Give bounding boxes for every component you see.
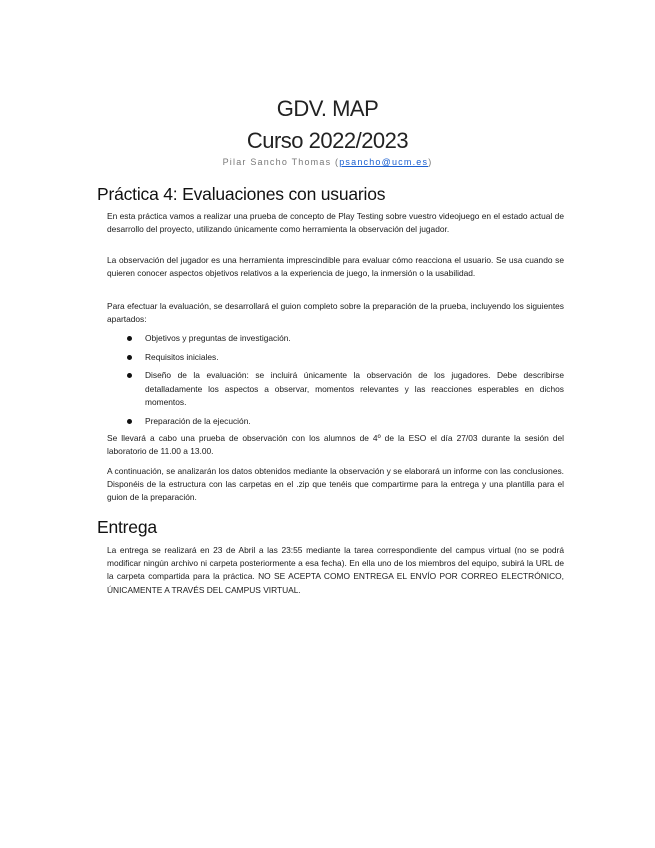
document-title-line2: Curso 2022/2023 xyxy=(246,128,409,153)
list-item xyxy=(107,332,564,345)
author-name: Pilar Sancho Thomas xyxy=(222,157,332,167)
practica-paragraph-4: Se llevará a cabo una prueba de observación con los alumnos de 4º de la ESO el día 27/03 durante la sesión del laboratorio de 11.00 a 13.00. xyxy=(107,433,564,457)
list-item xyxy=(107,351,564,364)
practica-paragraph-5: A continuación, se analizarán los datos obtenidos mediante la observación y se elaborará un informe con las conclusiones. Disponéis de la estructura con las carpetas en el .zip que tenéis que compartirme para la entrega y una plantilla para el guion de la preparación. xyxy=(107,466,564,503)
entrega-paragraph: La entrega se realizará en 23 de Abril a las 23:55 mediante la tarea correspondiente del campus virtual (no se podrá modificar ningún archivo ni carpeta posteriormente a esa fecha). En ella uno de los miembros del equipo, subirá la URL de la carpeta compartida para la práctica. NO SE ACEPTA COMO ENTREGA EL ENVÍO POR CORREO ELECTRÓNICO, ÚNICAMENTE A TRAVÉS DEL CAMPUS VIRTUAL. xyxy=(107,545,564,595)
list-item-text: Requisitos iniciales. xyxy=(145,351,219,362)
practica-paragraph-3: Para efectuar la evaluación, se desarrollará el guion completo sobre la preparación de la prueba, incluyendo los siguientes apartados: xyxy=(107,301,564,325)
author-paren-close: ) xyxy=(428,157,433,167)
document-title-line1: GDV. MAP xyxy=(276,96,379,121)
list-item-text: Diseño de la evaluación: se incluirá únicamente la observación de los jugadores. Debe describirse detalladamente los aspectos a observar, momentos relevantes y las reacciones esperables en dichos momentos. xyxy=(145,370,564,407)
practica-paragraph-1: En esta práctica vamos a realizar una prueba de concepto de Play Testing sobre vuestro videojuego en el estado actual de desarrollo del proyecto, utilizando únicamente como herramienta la observación del jugador. xyxy=(107,211,564,235)
bullet-icon xyxy=(127,419,132,424)
list-item-text: Preparación de la ejecución. xyxy=(145,415,251,426)
requirements-list xyxy=(107,332,564,433)
author-email-link[interactable]: psancho@ucm.es xyxy=(339,157,429,167)
section-heading-practica: Práctica 4: Evaluaciones con usuarios xyxy=(97,184,386,204)
list-item-text: Objetivos y preguntas de investigación. xyxy=(145,333,291,343)
practica-paragraph-2: La observación del jugador es una herramienta imprescindible para evaluar cómo reacciona el usuario. Se usa cuando se quieren conocer aspectos objetivos relativos a la experiencia de juego, la inmersión o la usabilidad. xyxy=(107,255,564,279)
bullet-icon xyxy=(127,373,132,378)
bullet-icon xyxy=(127,336,132,341)
bullet-icon xyxy=(127,355,132,360)
list-item xyxy=(107,415,564,428)
author-line xyxy=(0,157,655,167)
section-heading-entrega: Entrega xyxy=(97,517,157,537)
list-item xyxy=(107,369,564,409)
author-paren-open: ( xyxy=(335,157,340,167)
